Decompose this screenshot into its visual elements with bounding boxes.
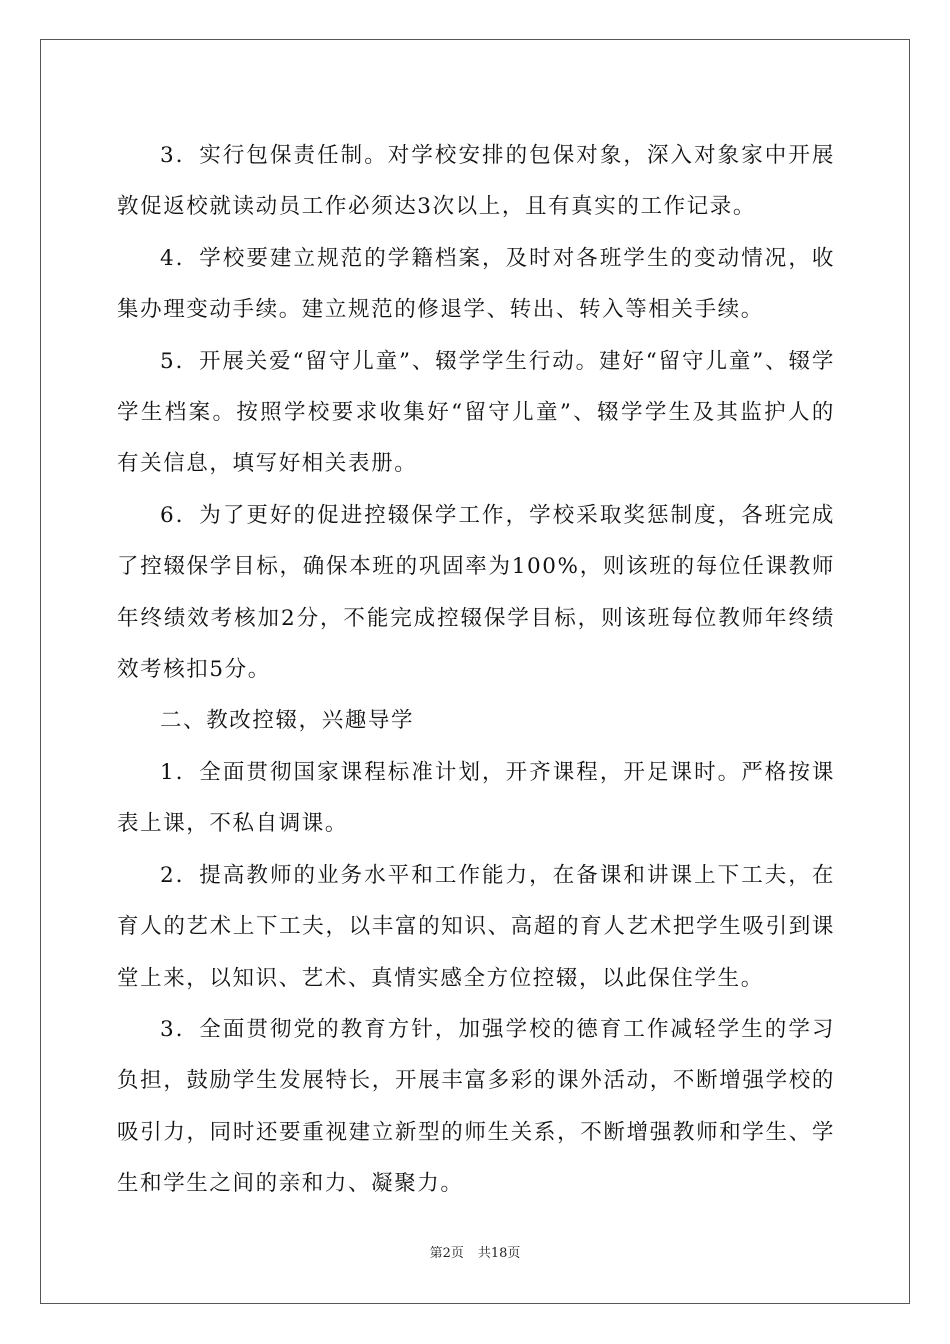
page-footer — [0, 1246, 950, 1262]
paragraph-item-5-left-behind-children: 5．开展关爱“留守儿童”、辍学学生行动。建好“留守儿童”、辍学学生档案。按照学校要求收集好“留守儿童”、辍学学生及其监护人的有关信息，填写好相关表册。 — [117, 348, 835, 477]
paragraph-item-6-rewards: 6．为了更好的促进控辍保学工作，学校采取奖惩制度，各班完成了控辍保学目标，确保本班的巩固率为100%，则该班的每位任课教师年终绩效考核加2分，不能完成控辍保学目标，则该班每位教师年终绩效考核扣5分。 — [117, 502, 835, 683]
page-number: 第2页 — [429, 1246, 464, 1261]
paragraph-item-3-responsibility: 3．实行包保责任制。对学校安排的包保对象，深入对象家中开展敦促返校就读动员工作必须达3次以上，且有真实的工作记录。 — [117, 143, 835, 220]
document-body — [117, 130, 835, 1210]
page-total: 共18页 — [477, 1246, 521, 1261]
paragraph-item-4-records: 4．学校要建立规范的学籍档案，及时对各班学生的变动情况，收集办理变动手续。建立规范的修退学、转出、转入等相关手续。 — [117, 245, 835, 323]
paragraph-item-2-teacher-ability: 2．提高教师的业务水平和工作能力，在备课和讲课上下工夫，在育人的艺术上下工夫，以丰富的知识、高超的育人艺术把学生吸引到课堂上来，以知识、艺术、真情实感全方位控辍，以此保住学生。 — [117, 862, 835, 991]
paragraph-item-1-curriculum: 1．全面贯彻国家课程标准计划，开齐课程，开足课时。严格按课表上课，不私自调课。 — [117, 759, 835, 837]
paragraph-item-3-moral-education: 3．全面贯彻党的教育方针，加强学校的德育工作减轻学生的学习负担，鼓励学生发展特长，开展丰富多彩的课外活动，不断增强学校的吸引力，同时还要重视建立新型的师生关系，不断增强教师和学生、学生和学生之间的亲和力、凝聚力。 — [117, 1016, 835, 1197]
section-heading: 二、教改控辍，兴趣导学 — [160, 708, 415, 734]
